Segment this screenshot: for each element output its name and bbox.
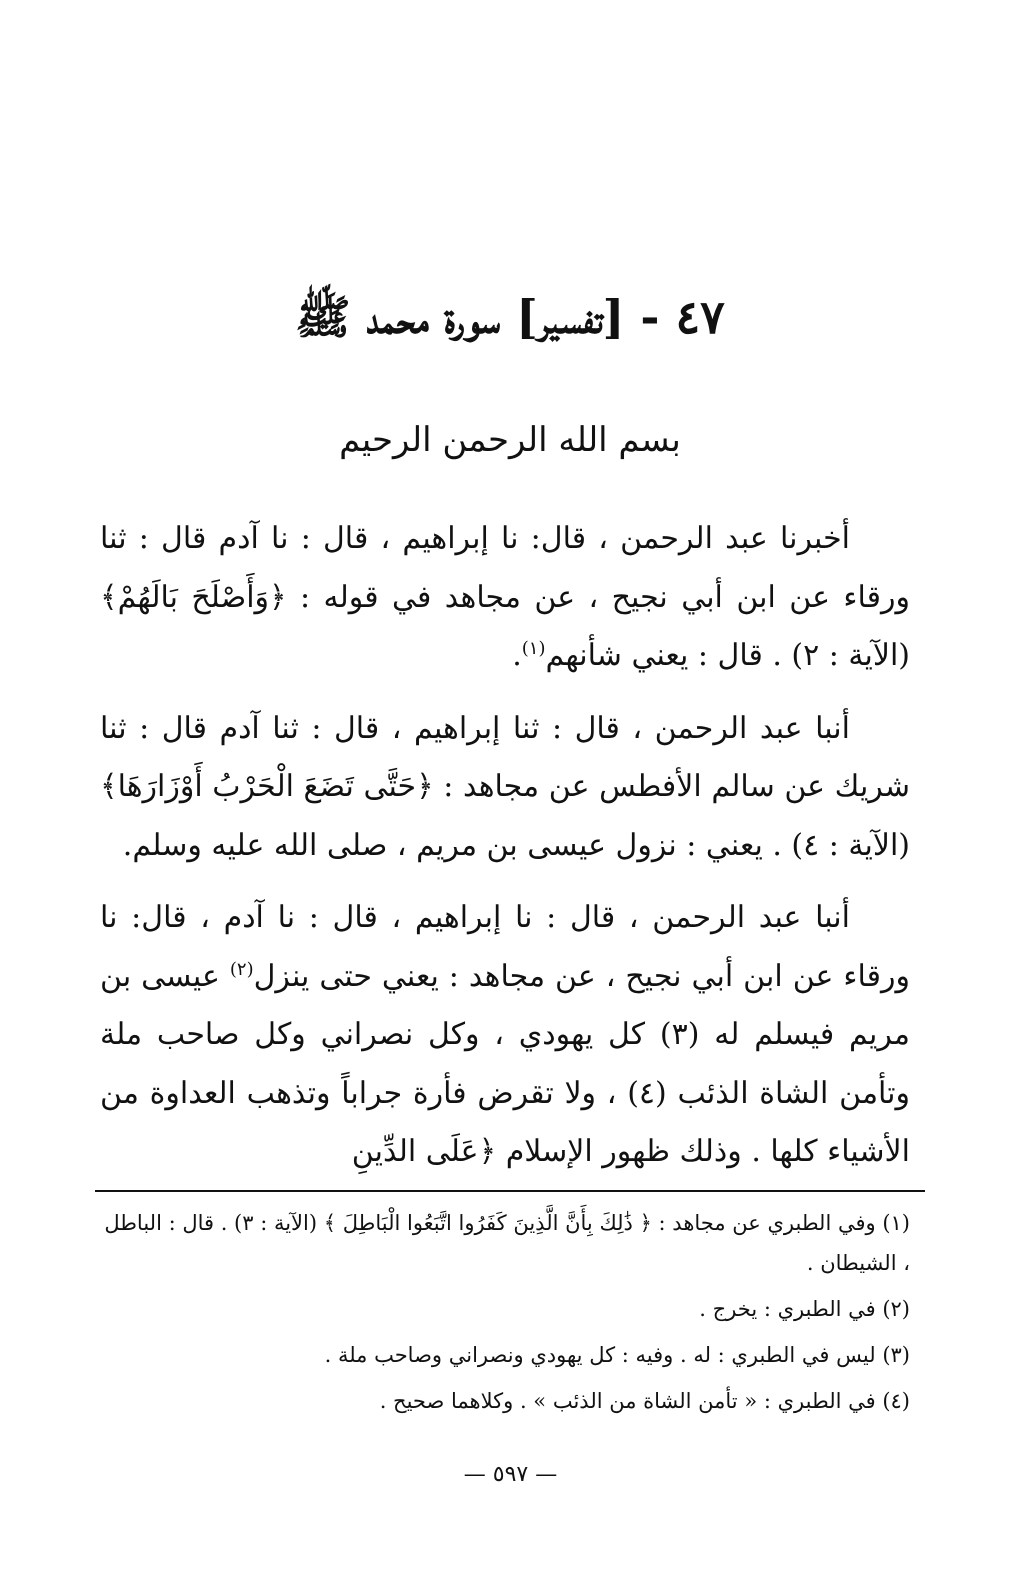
footnote: (١) وفي الطبري عن مجاهد : ﴿ ذَٰلِكَ بِأَنَّ الَّذِينَ كَفَرُوا اتَّبَعُوا الْبَاطِلَ ﴾ (الآية : ٣) . قال : الباطل ، الشيطان .: [104, 1211, 910, 1275]
footnotes: [100, 1203, 910, 1427]
paragraph-tail: عيسى بن مريم فيسلم له (٣) كل يهودي ، وكل نصراني وكل صاحب ملة وتأمن الشاة الذئب (٤) ، ولا تقرض فأرة جراباً وتذهب العداوة من الأشياء كلها . وذلك ظهور الإسلام ﴿عَلَى الدِّينِ: [100, 958, 911, 1169]
main-text: [100, 510, 910, 1196]
paragraph-text: أنبا عبد الرحمن ، قال : ثنا إبراهيم ، قال : ثنا آدم قال : ثنا شريك عن سالم الأفطس عن مجاهد : ﴿حَتَّى تَضَعَ الْحَرْبُ أَوْزَارَهَا﴾ (الآية : ٤) . يعني : نزول عيسى بن مريم ، صلى الله عليه وسلم.: [100, 710, 910, 863]
footnote: (٤) في الطبري : « تأمن الشاة من الذئب » . وكلاهما صحيح .: [379, 1389, 910, 1413]
paragraph: [100, 700, 910, 876]
footnote-divider: [95, 1190, 925, 1192]
footnote-ref: (٢): [229, 958, 254, 980]
basmala: بسم الله الرحمن الرحيم: [339, 420, 681, 460]
paragraph-tail: .: [512, 638, 522, 673]
paragraph-text: أنبا عبد الرحمن ، قال : نا إبراهيم ، قال : نا آدم ، قال: نا ورقاء عن ابن أبي نجيح ، عن مجاهد : يعني حتى ينزل: [100, 900, 910, 994]
paragraph-text: أخبرنا عبد الرحمن ، قال: نا إبراهيم ، قال : نا آدم قال : ثنا ورقاء عن ابن أبي نجيح ، عن مجاهد في قوله : ﴿وَأَصْلَحَ بَالَهُمْ﴾ (الآية : ٢) . قال : يعني شأنهم: [100, 521, 910, 673]
footnote: (٢) في الطبري : يخرج .: [699, 1297, 910, 1321]
footnote: (٣) ليس في الطبري : له . وفيه : كل يهودي ونصراني وصاحب ملة .: [324, 1343, 910, 1367]
surah-title: ٤٧ - [تفسير] سورة محمد ﷺ: [295, 290, 725, 344]
page-number: — ٥٩٧ —: [463, 1462, 558, 1487]
paragraph: [100, 510, 910, 686]
paragraph: [100, 889, 910, 1182]
footnote-ref: (١): [521, 638, 546, 659]
